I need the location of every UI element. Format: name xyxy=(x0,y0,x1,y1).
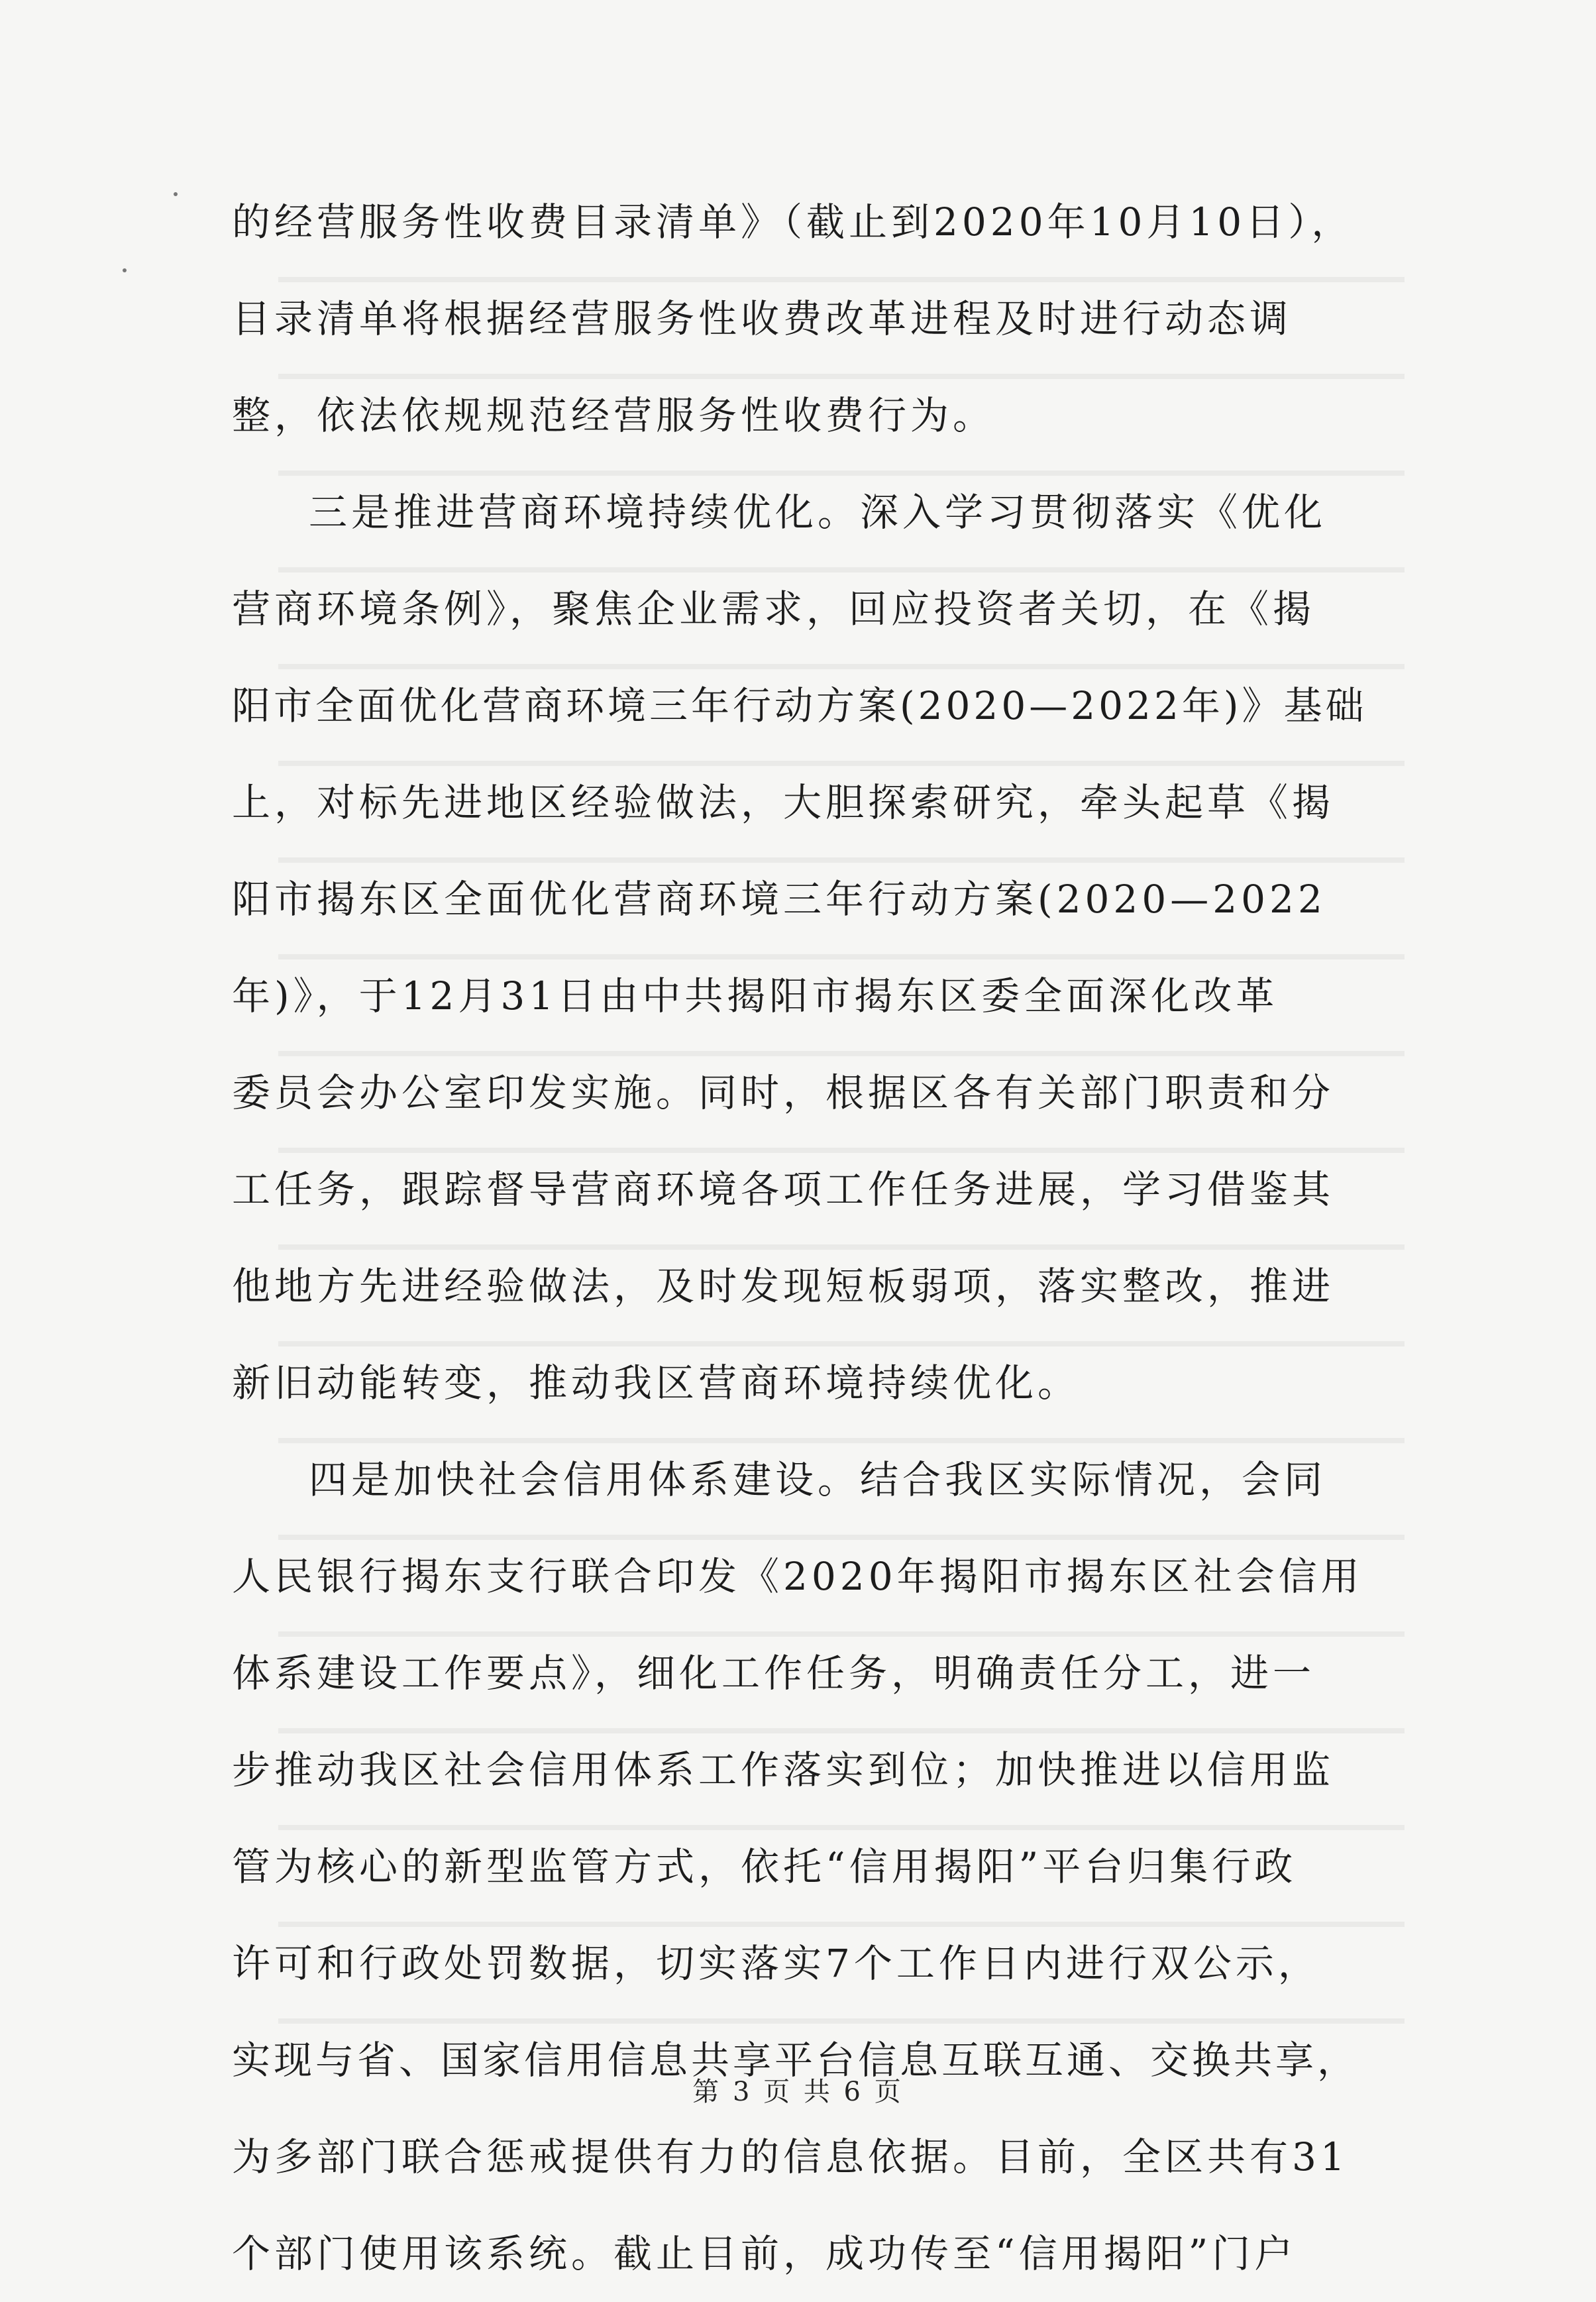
text-line: 阳市全面优化营商环境三年行动方案(2020—2022年)》基础 xyxy=(232,683,1367,728)
text-line: 年)》，于12月31日由中共揭阳市揭东区委全面深化改革 xyxy=(232,973,1279,1018)
text-line: 许可和行政处罚数据，切实落实7个工作日内进行双公示， xyxy=(232,1941,1320,1986)
text-line: 上，对标先进地区经验做法，大胆探索研究，牵头起草《揭 xyxy=(232,780,1335,825)
text-line: 整，依法依规规范经营服务性收费行为。 xyxy=(232,393,996,438)
text-line: 管为核心的新型监管方式，依托“信用揭阳”平台归集行政 xyxy=(232,1844,1297,1889)
text-line: 目录清单将根据经营服务性收费改革进程及时进行动态调 xyxy=(232,296,1293,341)
text-line: 工任务，跟踪督导营商环境各项工作任务进展，学习借鉴其 xyxy=(232,1167,1335,1212)
text-line: 他地方先进经验做法，及时发现短板弱项，落实整改，推进 xyxy=(232,1264,1335,1309)
text-line: 营商环境条例》，聚焦企业需求，回应投资者关切，在《揭 xyxy=(232,586,1316,631)
text-line: 新旧动能转变，推动我区营商环境持续优化。 xyxy=(232,1360,1081,1405)
page-footer: 第 3 页 共 6 页 xyxy=(692,2077,904,2107)
paragraph-start-line: 三是推进营商环境持续优化。深入学习贯彻落实《优化 xyxy=(309,490,1327,535)
text-line: 的经营服务性收费目录清单》（截止到2020年10月10日）， xyxy=(232,199,1354,245)
text-line: 个部门使用该系统。截止目前，成功传至“信用揭阳”门户 xyxy=(232,2231,1297,2276)
text-line: 体系建设工作要点》，细化工作任务，明确责任分工，进一 xyxy=(232,1651,1316,1696)
text-line: 阳市揭东区全面优化营商环境三年行动方案(2020—2022 xyxy=(232,877,1326,922)
document-body xyxy=(232,174,1371,2302)
text-line: 委员会办公室印发实施。同时，根据区各有关部门职责和分 xyxy=(232,1070,1335,1115)
scan-speck xyxy=(174,192,178,196)
paragraph-start-line: 四是加快社会信用体系建设。结合我区实际情况，会同 xyxy=(309,1457,1327,1502)
scan-speck xyxy=(123,268,127,272)
text-line: 为多部门联合惩戒提供有力的信息依据。目前，全区共有31 xyxy=(232,2134,1349,2179)
text-line: 实现与省、国家信用信息共享平台信息互联互通、交换共享， xyxy=(232,2038,1359,2083)
text-line: 人民银行揭东支行联合印发《2020年揭阳市揭东区社会信用 xyxy=(232,1554,1363,1599)
text-line: 步推动我区社会信用体系工作落实到位；加快推进以信用监 xyxy=(232,1747,1335,1792)
